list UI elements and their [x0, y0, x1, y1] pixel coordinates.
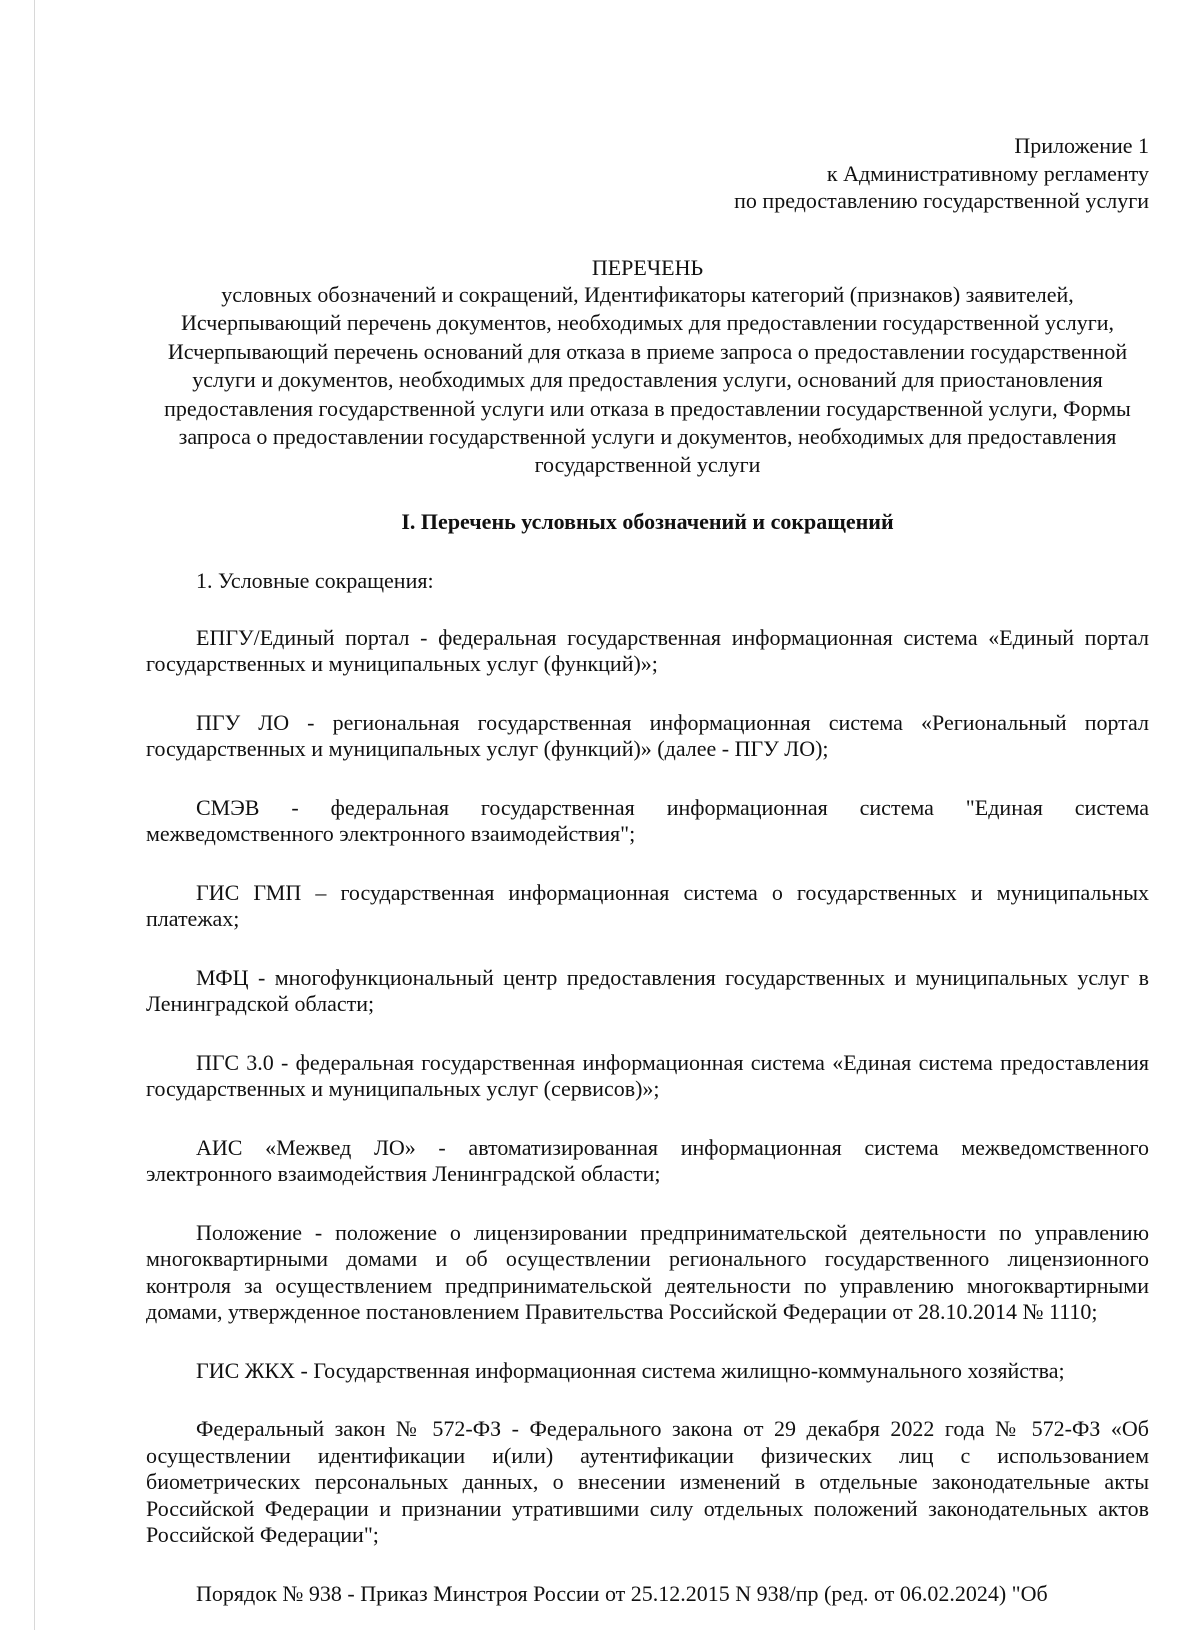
appendix-line: к Административному регламенту — [826, 160, 1149, 186]
numbered-item: 1. Условные сокращения: — [196, 568, 434, 594]
section-heading: I. Перечень условных обозначений и сокращений — [401, 508, 894, 534]
abbreviation-entry: ПГС 3.0 - федеральная государственная информационная система «Единая система предоставления государственных и муниципальных услуг (сервисов)»; — [146, 1049, 1149, 1102]
abbreviation-entry: Положение - положение о лицензировании предпринимательской деятельности по управлению многоквартирными домами и об осуществлении регионального государственного лицензионного контроля за осуществлением предпринимательской деятельности по управлению многоквартирными домами, утвержденное постановлением Правительства Российской Федерации от 28.10.2014 № 1110; — [146, 1219, 1149, 1325]
abbreviation-entry: АИС «Межвед ЛО» - автоматизированная информационная система межведомственного электронного взаимодействия Ленинградской области; — [146, 1134, 1149, 1187]
appendix-line: по предоставлению государственной услуги — [734, 188, 1149, 213]
abbreviation-entry: ГИС ЖКХ - Государственная информационная система жилищно-коммунального хозяйства; — [196, 1357, 1065, 1383]
abbreviation-entry: МФЦ - многофункциональный центр предоставления государственных и муниципальных услуг в Ленинградской области; — [146, 964, 1149, 1017]
abbreviation-entry: ГИС ГМП – государственная информационная система о государственных и муниципальных платежах; — [146, 879, 1149, 932]
list-subtitle: условных обозначений и сокращений, Идентификаторы категорий (признаков) заявителей, Исчерпывающий перечень документов, необходимых для предоставлении государственной услуги, Исчерпывающий перечень оснований для отказа в приеме запроса о предоставлении государственной услуги и документов, необходимых для предоставления услуги, оснований для приостановления предоставления государственной услуги или отказа в предоставлении государственной услуги, Формы запроса о предоставлении государственной услуги и документов, необходимых для предоставления государственной услуги — [164, 282, 1131, 478]
list-title: ПЕРЕЧЕНЬ — [591, 254, 704, 280]
abbreviation-entry: Федеральный закон № 572-ФЗ - Федерального закона от 29 декабря 2022 года № 572-ФЗ «Об осуществлении идентификации и(или) аутентификации физических лиц с использованием биометрических персональных данных, о внесении изменений в отдельные законодательные акты Российской Федерации и признании утратившими силу отдельных положений законодательных актов Российской Федерации"; — [146, 1416, 1149, 1548]
scan-edge-line — [34, 0, 35, 1630]
abbreviation-entry: СМЭВ - федеральная государственная информационная система "Единая система межведомственного электронного взаимодействия"; — [146, 794, 1149, 847]
appendix-line: Приложение 1 — [1014, 133, 1149, 158]
document-body — [146, 132, 1149, 1607]
abbreviation-entry: ЕПГУ/Единый портал - федеральная государственная информационная система «Единый портал государственных и муниципальных услуг (функций)»; — [146, 624, 1149, 677]
abbreviation-entry: ПГУ ЛО - региональная государственная информационная система «Региональный портал государственных и муниципальных услуг (функций)» (далее - ПГУ ЛО); — [146, 709, 1149, 762]
abbreviation-entry: Порядок № 938 - Приказ Минстроя России от 25.12.2015 N 938/пр (ред. от 06.02.2024) "Об — [196, 1580, 1048, 1606]
appendix-header — [146, 132, 1149, 215]
